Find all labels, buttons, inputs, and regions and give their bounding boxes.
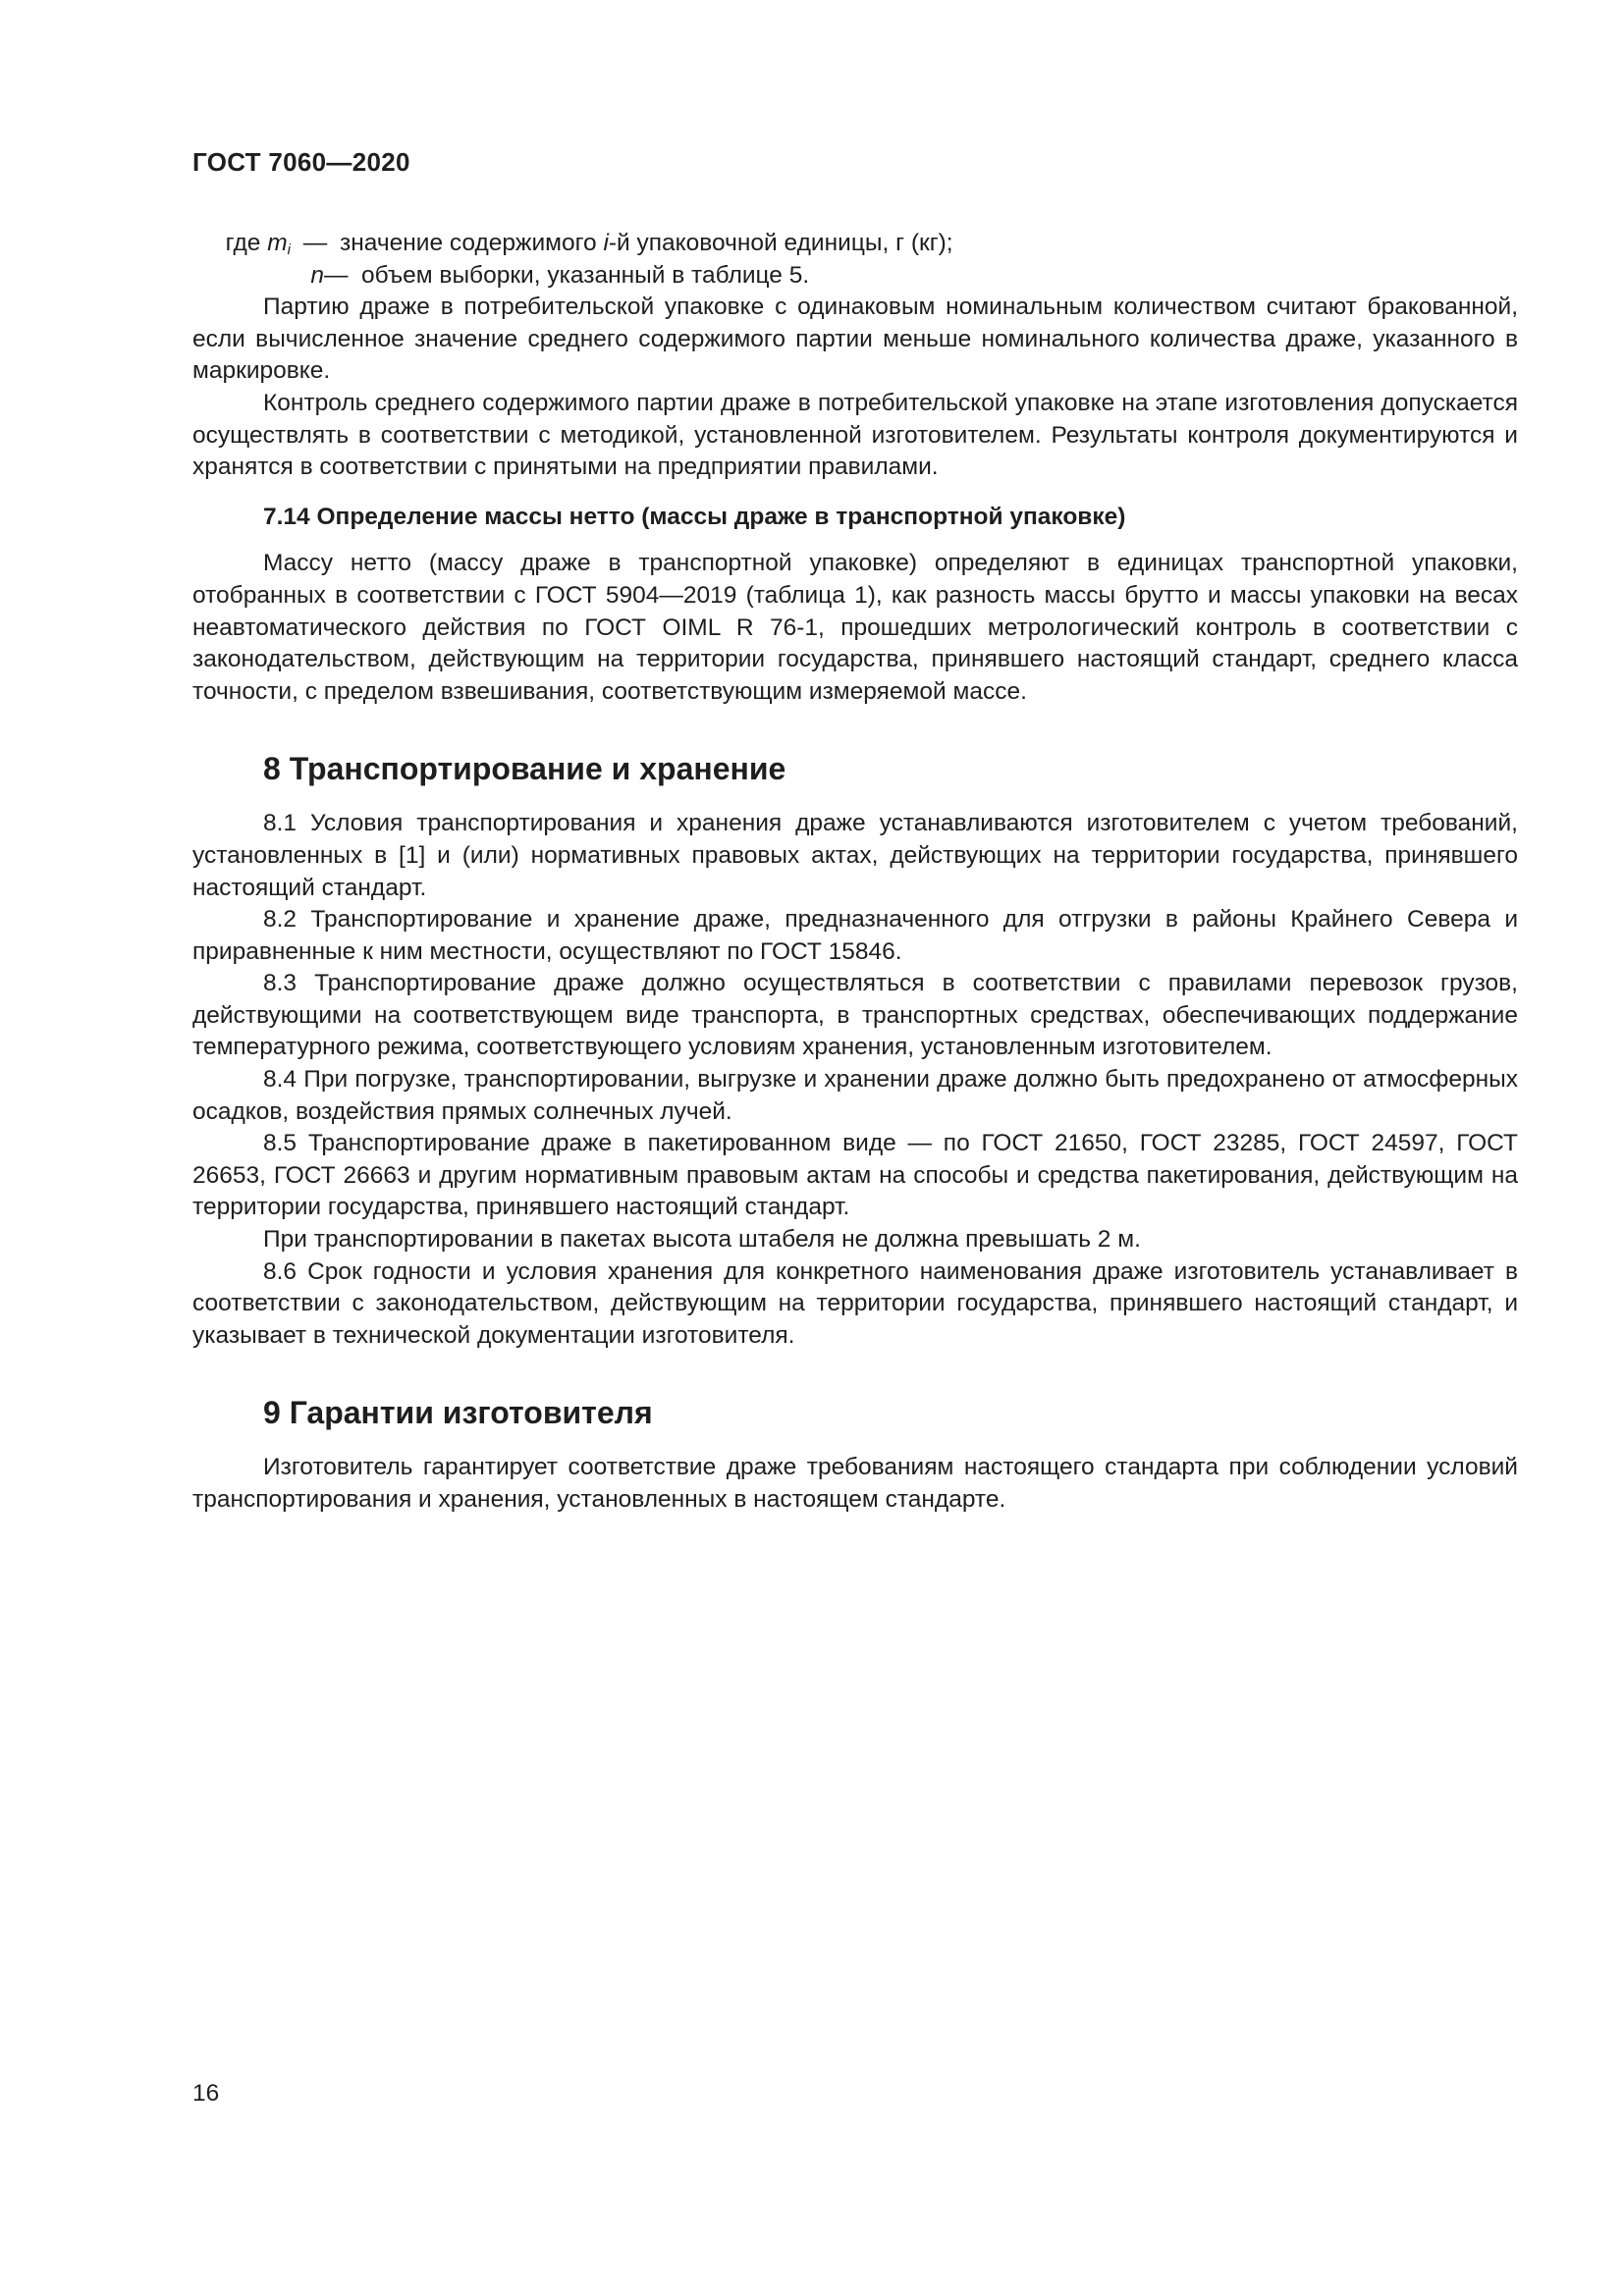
document-page (192, 0, 1518, 2296)
paragraph-8-4: 8.4 При погрузке, транспортировании, выгрузке и хранении драже должно быть предохранено от атмосферных осадков, воздействия прямых солнечных лучей. (192, 1066, 1518, 1125)
definition-m-dash: — (302, 230, 328, 256)
subsection-7-14-text: Массу нетто (массу драже в транспортной упаковке) определяют в единицах транспортной упаковки, отобранных в соответствии с ГОСТ 5904—2019 (таблица 1), как разность массы брутто и массы упаковки на весах неавтоматического действия по ГОСТ OIML R 76-1, прошедших метрологический контроль в соответствии с законодательством, действующим на территории государства, принявшего настоящий стандарт, среднего класса точности, с пределом взвешивания, соответствующим измеряемой массе. (192, 550, 1518, 705)
definition-n-text: объем выборки, указанный в таблице 5. (361, 261, 810, 289)
definition-n-dash: — (324, 261, 349, 289)
paragraph-average-content-control: Контроль среднего содержимого партии драже в потребительской упаковке на этапе изготовления допускается осуществлять в соответствии с методикой, установленной изготовителем. Результаты контроля документируются и хранятся в соответствии с принятыми на предприятии правилами. (192, 389, 1518, 481)
paragraph-8-5: 8.5 Транспортирование драже в пакетированном виде — по ГОСТ 21650, ГОСТ 23285, ГОСТ 24597, ГОСТ 26653, ГОСТ 26663 и другим нормативным правовым актам на способы и средства пакетирования, действующим на территории государства, принявшего настоящий стандарт. (192, 1130, 1518, 1221)
definition-m-text: значение содержимого i-й упаковочной единицы, г (кг); (340, 230, 953, 256)
paragraph-defective-batch: Партию драже в потребительской упаковке с одинаковым номинальным количеством считают бракованной, если вычисленное значение среднего содержимого партии меньше номинального количества драже, указанного в маркировке. (192, 294, 1518, 385)
subsection-7-14-title: 7.14 Определение массы нетто (массы драже в транспортной упаковке) (263, 503, 1126, 530)
section-8-title: 8 Транспортирование и хранение (263, 751, 786, 787)
paragraph-8-6: 8.6 Срок годности и условия хранения для конкретного наименования драже изготовитель устанавливает в соответствии с законодательством, действующим на территории государства, принявшего настоящий стандарт, и указывает в технической документации изготовителя. (192, 1257, 1518, 1349)
document-header: ГОСТ 7060—2020 (192, 147, 410, 177)
document-body (192, 228, 1518, 1517)
paragraph-9-1: Изготовитель гарантирует соответствие драже требованиям настоящего стандарта при соблюдении условий транспортирования и хранения, установленных в настоящем стандарте. (192, 1454, 1518, 1513)
definition-m (192, 228, 1518, 260)
paragraph-8-3: 8.3 Транспортирование драже должно осуществляться в соответствии с правилами перевозок грузов, действующими на соответствующем виде транспорта, в транспортных средствах, обеспечивающих поддержание температурного режима, соответствующего условиям хранения, установленным изготовителем. (192, 970, 1518, 1061)
definition-m-symbol: где $m_i$ (225, 230, 291, 258)
paragraph-8-2: 8.2 Транспортирование и хранение драже, предназначенного для отгрузки в районы Крайнего Севера и приравненные к ним местности, осуществляют по ГОСТ 15846. (192, 906, 1518, 965)
page-number: 16 (192, 2080, 220, 2107)
definition-n (192, 260, 1518, 293)
definition-n-symbol: n (310, 261, 324, 289)
paragraph-8-1: 8.1 Условия транспортирования и хранения драже устанавливаются изготовителем с учетом требований, установленных в [1] и (или) нормативных правовых актах, действующих на территории государства, принявшего настоящий стандарт. (192, 810, 1518, 901)
section-9-title: 9 Гарантии изготовителя (263, 1395, 653, 1431)
paragraph-8-5-note: При транспортировании в пакетах высота штабеля не должна превышать 2 м. (263, 1226, 1141, 1254)
